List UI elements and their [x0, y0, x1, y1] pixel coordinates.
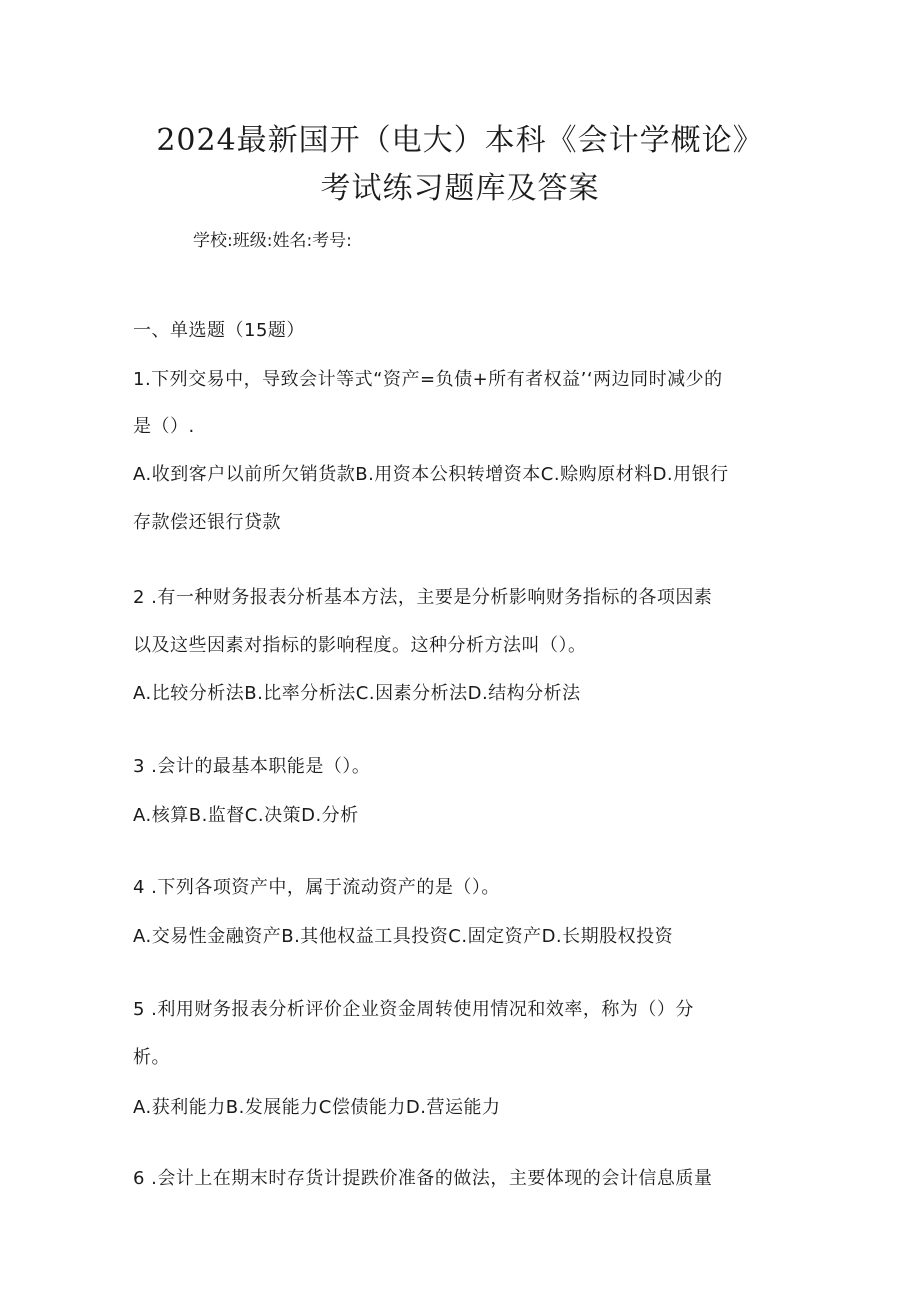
question-4-stem-line-1: 4 .下列各项资产中，属于流动资产的是（）。 [133, 877, 500, 898]
section-heading: 一、单选题（15题） [133, 320, 305, 341]
student-info-line: 学校:班级:姓名:考号: [193, 231, 352, 251]
question-2-stem-line-1: 2 .有一种财务报表分析基本方法，主要是分析影响财务指标的各项因素 [133, 587, 713, 608]
question-2-stem-line-2: 以及这些因素对指标的影响程度。这种分析方法叫（）。 [133, 635, 587, 656]
question-5-stem-line-1: 5 .利用财务报表分析评价企业资金周转使用情况和效率，称为（）分 [133, 999, 694, 1020]
question-1-options-line-1: A.收到客户以前所欠销货款B.用资本公积转增资本C.赊购原材料D.用银行 [133, 464, 729, 485]
question-1-stem-line-2: 是（）. [133, 416, 195, 437]
question-5-options-line-1: A.获利能力B.发展能力C偿债能力D.营运能力 [133, 1097, 501, 1118]
question-1-stem-line-1: 1.下列交易中，导致会计等式“资产=负债+所有者权益’‘两边同时减少的 [133, 369, 723, 390]
question-3-options-line-1: A.核算B.监督C.决策D.分析 [133, 805, 359, 826]
question-4-options-line-1: A.交易性金融资产B.其他权益工具投资C.固定资产D.长期股权投资 [133, 926, 674, 947]
question-2-options-line-1: A.比较分析法B.比率分析法C.因素分析法D.结构分析法 [133, 683, 581, 704]
question-6-stem-line-1: 6 .会计上在期末时存货计提跌价准备的做法，主要体现的会计信息质量 [133, 1168, 713, 1189]
question-5-stem-line-2: 析。 [133, 1047, 170, 1068]
document-title-line-1: 2024最新国开（电大）本科《会计学概论》 [156, 123, 764, 158]
question-1-options-line-2: 存款偿还银行贷款 [133, 512, 281, 533]
question-3-stem-line-1: 3 .会计的最基本职能是（）。 [133, 756, 371, 777]
document-title-line-2: 考试练习题库及答案 [320, 171, 600, 206]
